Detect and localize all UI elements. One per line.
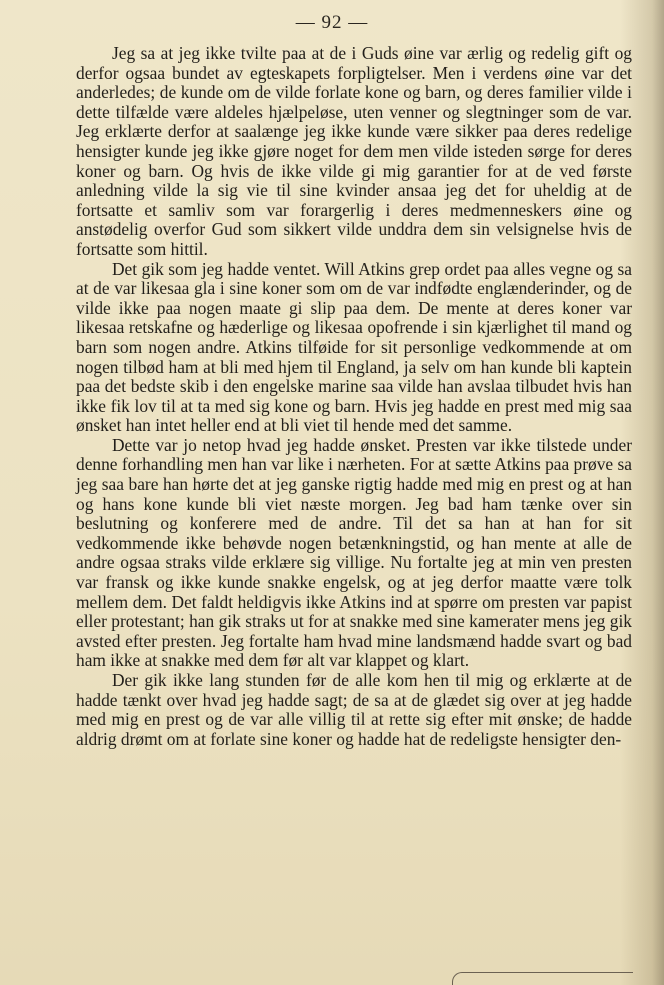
body-text [76,44,632,749]
page-number: — 92 — [295,12,369,33]
page-edge-mark [452,972,633,985]
paragraph-4: Der gik ikke lang stunden før de alle kom hen til mig og erklærte at de hadde tænkt over hvad jeg hadde sagt; de sa at de glædet sig over at jeg hadde med mig en prest og de var alle villig til at rette sig efter mit ønske; de hadde aldrig drømt om at forlate sine koner og hadde hat de redeligste hensigter den- [76,670,632,749]
paragraph-1: Jeg sa at jeg ikke tvilte paa at de i Guds øine var ærlig og redelig gift og derfor ogsaa bundet av egteskapets forpligtelser. Men i verdens øine var det anderledes; de kunde om de vilde forlate kone og barn, og deres familier vilde i dette tilfælde være aldeles hjælpeløse, uten venner og slegtninger som de var. Jeg erklærte derfor at saalænge jeg ikke kunde være sikker paa deres redelige hensigter kunde jeg ikke gjøre noget for dem men vilde isteden sørge for deres koner og barn. Og hvis de ikke vilde gi mig garantier for at de ved første anledning vilde la sig vie til sine kvinder ansaa jeg det for uheldig at de fortsatte et samliv som var forargerlig i deres medmenneskers øine og anstødelig overfor Gud som sikkert vilde unddra dem sin velsignelse hvis de fortsatte som hittil. [76,43,632,259]
paragraph-2: Det gik som jeg hadde ventet. Will Atkins grep ordet paa alles vegne og sa at de var likesaa gla i sine koner som om de var indfødte englænderinder, og de vilde ikke paa nogen maate gi slip paa dem. De mente at deres koner var likesaa retskafne og hæderlige og likesaa opofrende i sin kjærlighet til mand og barn som nogen andre. Atkins tilføide for sit personlige vedkommende at om nogen tilbød ham at bli med hjem til England, ja selv om han kunde bli kaptein paa det bedste skib i den engelske marine saa vilde han avslaa tilbudet hvis han ikke fik lov til at ta med sig kone og barn. Hvis jeg hadde en prest med mig saa ønsket han intet heller end at bli viet til hende med det samme. [76,258,632,436]
paragraph-3: Dette var jo netop hvad jeg hadde ønsket. Presten var ikke tilstede under denne forhandling men han var like i nærheten. For at sætte Atkins paa prøve sa jeg saa bare han hørte det at jeg ganske rigtig hadde med mig en prest og at han og hans kone kunde bli viet næste morgen. Jeg bad ham tænke over sin beslutning og konferere med de andre. Til det sa han at han for sit vedkommende ikke behøvde nogen betænkningstid, og han mente at alle de andre ogsaa straks vilde erklære sig villige. Nu fortalte jeg at min ven presten var fransk og ikke kunde snakke engelsk, og at jeg derfor maatte være tolk mellem dem. Det faldt heldigvis ikke Atkins ind at spørre om presten var papist eller protestant; han gik straks ut for at snakke med sine kamerater mens jeg gik avsted efter presten. Jeg fortalte ham hvad mine landsmænd hadde svart og bad ham ikke at snakke med dem før alt var klappet og klart. [76,434,632,671]
